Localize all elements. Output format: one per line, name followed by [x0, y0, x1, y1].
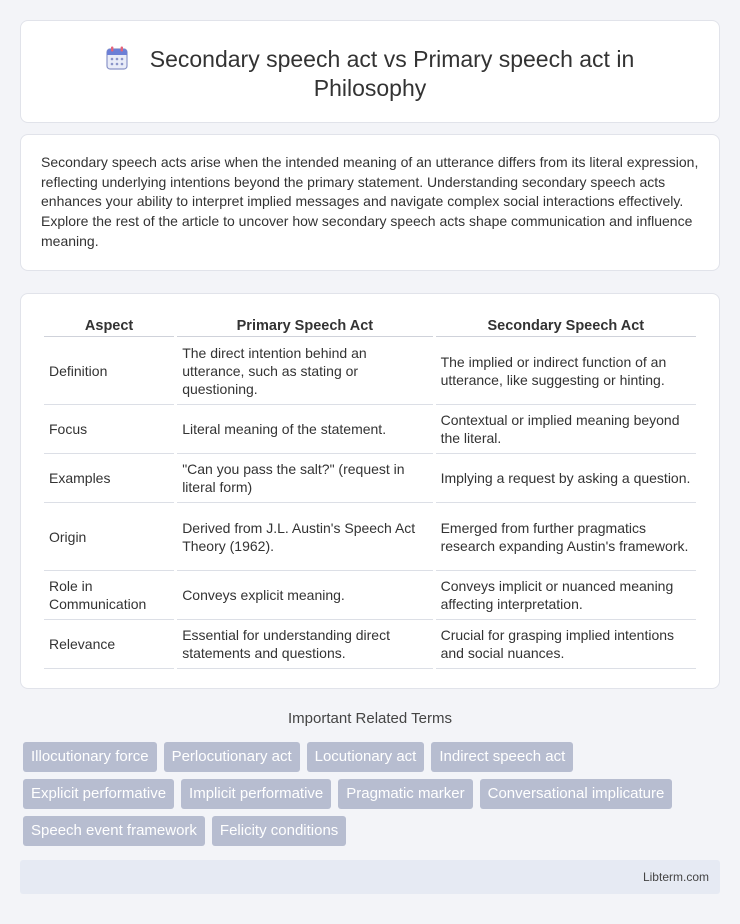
- intro-card: [20, 134, 720, 271]
- tag-felicity-conditions[interactable]: Felicity conditions: [212, 816, 346, 846]
- footer-site-link[interactable]: Libterm.com: [642, 870, 709, 884]
- footer: [20, 860, 720, 894]
- cell-secondary: Conveys implicit or nuanced meaning affecting interpretation.: [436, 571, 696, 620]
- table-header-row: [44, 314, 696, 337]
- related-terms-title: Important Related Terms: [288, 710, 452, 727]
- cell-primary: Literal meaning of the statement.: [177, 405, 432, 454]
- tag-perlocutionary-act[interactable]: Perlocutionary act: [164, 742, 300, 772]
- table-row: [44, 337, 696, 405]
- header-secondary: Secondary Speech Act: [436, 314, 696, 337]
- cell-primary: The direct intention behind an utterance, such as stating or questioning.: [177, 337, 432, 405]
- table-row: [44, 454, 696, 503]
- tag-implicit-performative[interactable]: Implicit performative: [181, 779, 331, 809]
- cell-secondary: Implying a request by asking a question.: [436, 454, 696, 503]
- tag-locutionary-act[interactable]: Locutionary act: [307, 742, 425, 772]
- cell-primary: "Can you pass the salt?" (request in literal form): [177, 454, 432, 503]
- calendar-icon: [106, 46, 128, 70]
- tag-speech-event-framework[interactable]: Speech event framework: [23, 816, 205, 846]
- cell-secondary: Emerged from further pragmatics research expanding Austin's framework.: [436, 503, 696, 571]
- table-row: [44, 405, 696, 454]
- tag-pragmatic-marker[interactable]: Pragmatic marker: [338, 779, 472, 809]
- header-aspect: Aspect: [44, 314, 174, 337]
- header-primary: Primary Speech Act: [177, 314, 432, 337]
- tag-indirect-speech-act[interactable]: Indirect speech act: [431, 742, 573, 772]
- cell-aspect: Role in Communication: [44, 571, 174, 620]
- cell-aspect: Definition: [44, 337, 174, 405]
- cell-primary: Derived from J.L. Austin's Speech Act Theory (1962).: [177, 503, 432, 571]
- cell-primary: Conveys explicit meaning.: [177, 571, 432, 620]
- cell-aspect: Examples: [44, 454, 174, 503]
- page-title-container: [21, 45, 719, 103]
- table-row: [44, 620, 696, 669]
- cell-aspect: Relevance: [44, 620, 174, 669]
- title-card: [20, 20, 720, 123]
- related-terms-list: [23, 742, 723, 853]
- table-row: [44, 503, 696, 571]
- comparison-card: [20, 293, 720, 689]
- cell-secondary: Crucial for grasping implied intentions and social nuances.: [436, 620, 696, 669]
- comparison-table: [41, 314, 699, 669]
- cell-secondary: Contextual or implied meaning beyond the literal.: [436, 405, 696, 454]
- page-title: Secondary speech act vs Primary speech act in Philosophy: [149, 46, 635, 101]
- cell-primary: Essential for understanding direct statements and questions.: [177, 620, 432, 669]
- tag-explicit-performative[interactable]: Explicit performative: [23, 779, 174, 809]
- cell-aspect: Focus: [44, 405, 174, 454]
- cell-secondary: The implied or indirect function of an utterance, like suggesting or hinting.: [436, 337, 696, 405]
- cell-aspect: Origin: [44, 503, 174, 571]
- table-row: [44, 571, 696, 620]
- tag-illocutionary-force[interactable]: Illocutionary force: [23, 742, 157, 772]
- intro-paragraph: Secondary speech acts arise when the intended meaning of an utterance differs from its literal expression, reflecting underlying intentions beyond the primary statement. Understanding secondary speech acts enhances your ability to interpret implied messages and navigate complex social interactions effectively. Explore the rest of the article to uncover how secondary speech acts shape communication and influence meaning.: [41, 154, 699, 249]
- tag-conversational-implicature[interactable]: Conversational implicature: [480, 779, 673, 809]
